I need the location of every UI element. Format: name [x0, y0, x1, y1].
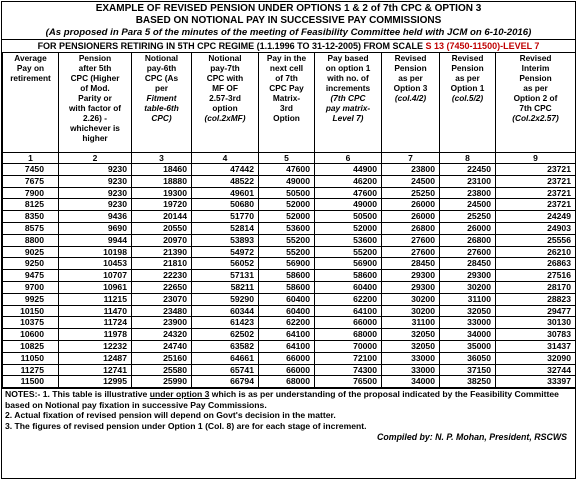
table-cell: 19720	[132, 199, 192, 211]
table-cell: 20970	[132, 234, 192, 246]
table-cell: 11724	[59, 317, 132, 329]
header-line: Pay in the	[266, 53, 307, 63]
table-cell: 7450	[3, 164, 59, 176]
table-cell: 8575	[3, 222, 59, 234]
header-line: Option 3	[393, 83, 428, 93]
table-cell: 12741	[59, 364, 132, 376]
table-cell: 24249	[496, 211, 576, 223]
table-row	[3, 175, 576, 187]
header-line: CPC with	[206, 73, 244, 83]
table-cell: 33000	[382, 352, 440, 364]
header-line: Pay based	[327, 53, 369, 63]
column-number: 6	[315, 153, 382, 164]
header-line: Interim	[521, 63, 550, 73]
table-cell: 11978	[59, 329, 132, 341]
table-cell: 52000	[315, 222, 382, 234]
header-line: 2.57-3rd	[209, 93, 241, 103]
table-cell: 23070	[132, 293, 192, 305]
table-cell: 9230	[59, 199, 132, 211]
table-cell: 56900	[259, 258, 315, 270]
table-cell: 26863	[496, 258, 576, 270]
column-header-2	[59, 53, 132, 153]
table-cell: 58211	[192, 281, 259, 293]
table-cell: 26800	[382, 222, 440, 234]
table-cell: 32744	[496, 364, 576, 376]
table-row	[3, 364, 576, 376]
table-cell: 10961	[59, 281, 132, 293]
table-cell: 26000	[382, 199, 440, 211]
header-line: 3rd	[280, 103, 293, 113]
table-cell: 53893	[192, 234, 259, 246]
table-cell: 20550	[132, 222, 192, 234]
column-header-7	[382, 53, 440, 153]
table-cell: 65741	[192, 364, 259, 376]
note-1-part-a: NOTES:- 1. This table is illustrative	[5, 389, 150, 400]
header-formula-line: (Col.2x2.57)	[512, 113, 559, 123]
table-cell: 10375	[3, 317, 59, 329]
table-row	[3, 222, 576, 234]
table-cell: 32050	[382, 340, 440, 352]
table-cell: 8125	[3, 199, 59, 211]
header-line: Matrix-	[272, 93, 301, 103]
table-cell: 10707	[59, 270, 132, 282]
table-cell: 49000	[315, 199, 382, 211]
table-cell: 76500	[315, 376, 382, 388]
table-cell: 50500	[259, 187, 315, 199]
table-cell: 23721	[496, 175, 576, 187]
table-cell: 52000	[259, 211, 315, 223]
header-formula-line: table-6th	[144, 103, 179, 113]
table-cell: 53600	[259, 222, 315, 234]
column-number: 4	[192, 153, 259, 164]
table-cell: 53600	[315, 234, 382, 246]
table-row	[3, 329, 576, 341]
scale-bar-prefix: FOR PENSIONERS RETIRING IN 5TH CPC REGIME (1.1.1996 TO 31-12-2005) FROM SCALE	[37, 41, 423, 51]
table-cell: 27600	[382, 246, 440, 258]
table-cell: 18880	[132, 175, 192, 187]
header-line: Option 2 of	[513, 93, 558, 103]
table-cell: 11275	[3, 364, 59, 376]
table-cell: 29300	[382, 281, 440, 293]
table-cell: 29477	[496, 305, 576, 317]
table-cell: 23721	[496, 199, 576, 211]
header-line: Pension	[394, 63, 427, 73]
table-cell: 31100	[440, 293, 496, 305]
header-formula-line: (7th CPC	[330, 93, 366, 103]
table-cell: 9230	[59, 175, 132, 187]
column-number: 9	[496, 153, 576, 164]
table-row	[3, 246, 576, 258]
table-cell: 23721	[496, 164, 576, 176]
header-formula-line: (col.4/2)	[394, 93, 427, 103]
table-cell: 61423	[192, 317, 259, 329]
table-cell: 51770	[192, 211, 259, 223]
table-cell: 8800	[3, 234, 59, 246]
column-header-6	[315, 53, 382, 153]
table-cell: 20144	[132, 211, 192, 223]
header-line: 7th CPC	[519, 103, 552, 113]
table-cell: 27600	[440, 246, 496, 258]
table-cell: 37150	[440, 364, 496, 376]
header-formula-line: (col.5/2)	[451, 93, 484, 103]
header-line: as per	[523, 83, 548, 93]
header-line: option	[212, 103, 238, 113]
column-number: 1	[3, 153, 59, 164]
header-formula-line: Level 7)	[332, 113, 364, 123]
table-cell: 10453	[59, 258, 132, 270]
table-cell: 24740	[132, 340, 192, 352]
table-cell: 9025	[3, 246, 59, 258]
table-cell: 32050	[382, 329, 440, 341]
table-cell: 18460	[132, 164, 192, 176]
table-cell: 60400	[259, 293, 315, 305]
table-cell: 10198	[59, 246, 132, 258]
header-line: of 7th	[275, 73, 298, 83]
table-cell: 66794	[192, 376, 259, 388]
table-cell: 64661	[192, 352, 259, 364]
pension-table	[2, 52, 576, 388]
table-cell: 50500	[315, 211, 382, 223]
table-cell: 33397	[496, 376, 576, 388]
table-cell: 29300	[382, 270, 440, 282]
table-cell: 49000	[259, 175, 315, 187]
table-cell: 29300	[440, 270, 496, 282]
table-cell: 9250	[3, 258, 59, 270]
table-cell: 30200	[382, 293, 440, 305]
table-row	[3, 164, 576, 176]
table-cell: 10825	[3, 340, 59, 352]
table-cell: 30130	[496, 317, 576, 329]
header-line: Option 1	[450, 83, 485, 93]
table-cell: 58600	[259, 270, 315, 282]
column-number: 8	[440, 153, 496, 164]
table-cell: 26000	[440, 222, 496, 234]
header-line: with factor of	[68, 103, 122, 113]
header-line: pay-7th	[210, 63, 240, 73]
table-row	[3, 293, 576, 305]
note-2: 2. Actual fixation of revised pension will depend on Govt's decision in the matter.	[5, 410, 336, 421]
table-cell: 72100	[315, 352, 382, 364]
table-row	[3, 352, 576, 364]
table-cell: 30200	[382, 305, 440, 317]
table-cell: 34000	[440, 329, 496, 341]
table-cell: 62502	[192, 329, 259, 341]
header-line: Revised	[519, 53, 552, 63]
table-cell: 26800	[440, 234, 496, 246]
header-line: next cell	[269, 63, 304, 73]
column-number: 5	[259, 153, 315, 164]
table-cell: 26210	[496, 246, 576, 258]
table-row	[3, 340, 576, 352]
header-line: after 5th	[78, 63, 112, 73]
title-line-1: EXAMPLE OF REVISED PENSION UNDER OPTIONS 1 & 2 of 7th CPC & OPTION 3	[95, 3, 482, 14]
column-header-1	[3, 53, 59, 153]
header-line: increments	[325, 83, 371, 93]
header-formula-line: CPC)	[151, 113, 172, 123]
note-3: 3. The figures of revised pension under Option 1 (Col. 8) are for each stage of increment.	[5, 420, 367, 431]
table-cell: 33000	[382, 364, 440, 376]
table-cell: 55200	[315, 246, 382, 258]
column-number: 3	[132, 153, 192, 164]
note-1-part-b: which is as per understanding of the proposal indicated by the Feasibility Committee based on Notional pay fixation in successive Pay Commissions.	[5, 389, 559, 410]
header-line: Parity or	[78, 93, 112, 103]
table-cell: 25580	[132, 364, 192, 376]
table-cell: 7675	[3, 175, 59, 187]
table-cell: 23100	[440, 175, 496, 187]
table-cell: 54972	[192, 246, 259, 258]
header-line: Average	[14, 53, 47, 63]
header-line: of Mod.	[80, 83, 110, 93]
table-cell: 58600	[315, 270, 382, 282]
header-line: as per	[398, 73, 423, 83]
table-cell: 31437	[496, 340, 576, 352]
table-cell: 24500	[382, 175, 440, 187]
table-row	[3, 305, 576, 317]
table-cell: 11470	[59, 305, 132, 317]
table-cell: 59290	[192, 293, 259, 305]
table-cell: 21390	[132, 246, 192, 258]
table-cell: 70000	[315, 340, 382, 352]
table-cell: 32090	[496, 352, 576, 364]
table-cell: 28450	[440, 258, 496, 270]
table-cell: 22230	[132, 270, 192, 282]
table-row	[3, 317, 576, 329]
table-cell: 28170	[496, 281, 576, 293]
header-formula-line: Fitment	[146, 93, 177, 103]
table-cell: 22650	[132, 281, 192, 293]
table-cell: 12995	[59, 376, 132, 388]
table-cell: 25250	[382, 187, 440, 199]
table-cell: 8350	[3, 211, 59, 223]
table-cell: 55200	[259, 246, 315, 258]
header-line: as per	[455, 73, 480, 83]
header-line: with no. of	[327, 73, 369, 83]
column-header-4	[192, 53, 259, 153]
column-number: 2	[59, 153, 132, 164]
table-row	[3, 211, 576, 223]
scale-bar-highlight: S 13 (7450-11500)-LEVEL 7	[425, 41, 540, 51]
table-cell: 21810	[132, 258, 192, 270]
table-cell: 63582	[192, 340, 259, 352]
table-cell: 30783	[496, 329, 576, 341]
table-cell: 66000	[259, 364, 315, 376]
table-cell: 24903	[496, 222, 576, 234]
header-line: CPC Pay	[269, 83, 304, 93]
table-cell: 28823	[496, 293, 576, 305]
header-line: Notional	[144, 53, 179, 63]
header-formula-line: (col.2xMF)	[204, 113, 246, 123]
table-cell: 9436	[59, 211, 132, 223]
table-cell: 60400	[315, 281, 382, 293]
table-cell: 68000	[259, 376, 315, 388]
table-cell: 47600	[315, 187, 382, 199]
table-row	[3, 199, 576, 211]
table-row	[3, 234, 576, 246]
table-row	[3, 281, 576, 293]
table-cell: 9925	[3, 293, 59, 305]
column-number-row	[3, 153, 576, 164]
table-cell: 47600	[259, 164, 315, 176]
table-row	[3, 270, 576, 282]
table-cell: 36050	[440, 352, 496, 364]
note-1-underlined: under option 3	[149, 389, 210, 400]
table-cell: 46200	[315, 175, 382, 187]
table-cell: 52814	[192, 222, 259, 234]
column-header-8	[440, 53, 496, 153]
table-cell: 12487	[59, 352, 132, 364]
title-line-2: BASED ON NOTIONAL PAY IN SUCCESSIVE PAY COMMISSIONS	[135, 15, 442, 26]
table-cell: 30200	[440, 281, 496, 293]
header-line: higher	[82, 133, 108, 143]
table-cell: 23800	[382, 164, 440, 176]
table-cell: 23480	[132, 305, 192, 317]
header-line: pay-6th	[146, 63, 177, 73]
table-cell: 62200	[315, 293, 382, 305]
table-cell: 64100	[259, 340, 315, 352]
table-cell: 34000	[382, 376, 440, 388]
table-cell: 10600	[3, 329, 59, 341]
compiled-by: Compiled by: N. P. Mohan, President, RSCWS	[377, 431, 567, 442]
table-cell: 25556	[496, 234, 576, 246]
header-line: 2.26) -	[83, 113, 107, 123]
table-cell: 9230	[59, 164, 132, 176]
table-cell: 68000	[315, 329, 382, 341]
table-cell: 50680	[192, 199, 259, 211]
header-line: retirement	[10, 73, 51, 83]
table-cell: 56900	[315, 258, 382, 270]
table-cell: 22450	[440, 164, 496, 176]
table-cell: 7900	[3, 187, 59, 199]
column-header-3	[132, 53, 192, 153]
table-cell: 25990	[132, 376, 192, 388]
table-cell: 23900	[132, 317, 192, 329]
table-cell: 27600	[382, 234, 440, 246]
header-line: CPC (As	[144, 73, 179, 83]
table-cell: 24500	[440, 199, 496, 211]
table-cell: 64100	[315, 305, 382, 317]
table-cell: 48522	[192, 175, 259, 187]
table-cell: 49601	[192, 187, 259, 199]
table-row	[3, 376, 576, 388]
table-cell: 38250	[440, 376, 496, 388]
notes	[2, 388, 575, 431]
header-line: Revised	[451, 53, 484, 63]
table-cell: 66000	[259, 352, 315, 364]
table-cell: 25250	[440, 211, 496, 223]
table-cell: 11500	[3, 376, 59, 388]
table-cell: 19300	[132, 187, 192, 199]
header-row	[3, 53, 576, 153]
table-cell: 31100	[382, 317, 440, 329]
table-cell: 74300	[315, 364, 382, 376]
header-line: per	[155, 83, 168, 93]
table-cell: 28450	[382, 258, 440, 270]
table-cell: 27516	[496, 270, 576, 282]
table-cell: 58600	[259, 281, 315, 293]
header-line: Option	[273, 113, 300, 123]
table-cell: 44900	[315, 164, 382, 176]
table-body	[3, 164, 576, 388]
scale-bar	[2, 39, 575, 52]
table-cell: 9475	[3, 270, 59, 282]
table-cell: 10150	[3, 305, 59, 317]
header-formula-line: pay matrix-	[325, 103, 371, 113]
table-cell: 23800	[440, 187, 496, 199]
table-cell: 33000	[440, 317, 496, 329]
table-cell: 56052	[192, 258, 259, 270]
pension-sheet	[1, 1, 576, 479]
table-cell: 55200	[259, 234, 315, 246]
table-cell: 23721	[496, 187, 576, 199]
table-cell: 11050	[3, 352, 59, 364]
header-line: Pension	[519, 73, 552, 83]
table-cell: 26000	[382, 211, 440, 223]
table-cell: 47442	[192, 164, 259, 176]
table-cell: 11215	[59, 293, 132, 305]
header-line: Notional	[208, 53, 242, 63]
header-line: CPC (Higher	[70, 73, 120, 83]
header-line: MF OF	[212, 83, 238, 93]
table-cell: 25160	[132, 352, 192, 364]
table-row	[3, 187, 576, 199]
table-cell: 60344	[192, 305, 259, 317]
table-cell: 12232	[59, 340, 132, 352]
table-cell: 9944	[59, 234, 132, 246]
subtitle: (As proposed in Para 5 of the minutes of the meeting of Feasibility Committee held with JCM on 6-10-2016)	[45, 27, 532, 38]
table-cell: 32050	[440, 305, 496, 317]
table-cell: 64100	[259, 329, 315, 341]
header-line: Revised	[394, 53, 427, 63]
column-header-5	[259, 53, 315, 153]
table-cell: 9230	[59, 187, 132, 199]
column-number: 7	[382, 153, 440, 164]
header-line: Pension	[78, 53, 112, 63]
table-cell: 24320	[132, 329, 192, 341]
table-cell: 9690	[59, 222, 132, 234]
table-cell: 35000	[440, 340, 496, 352]
header-line: whichever is	[70, 123, 120, 133]
table-cell: 9700	[3, 281, 59, 293]
table-row	[3, 258, 576, 270]
header-line: Pension	[451, 63, 484, 73]
table-cell: 62200	[259, 317, 315, 329]
table-cell: 66000	[315, 317, 382, 329]
header-line: Pay on	[16, 63, 45, 73]
table-cell: 52000	[259, 199, 315, 211]
header-line: on option 1	[325, 63, 371, 73]
column-header-9	[496, 53, 576, 153]
table-cell: 60400	[259, 305, 315, 317]
table-cell: 57131	[192, 270, 259, 282]
